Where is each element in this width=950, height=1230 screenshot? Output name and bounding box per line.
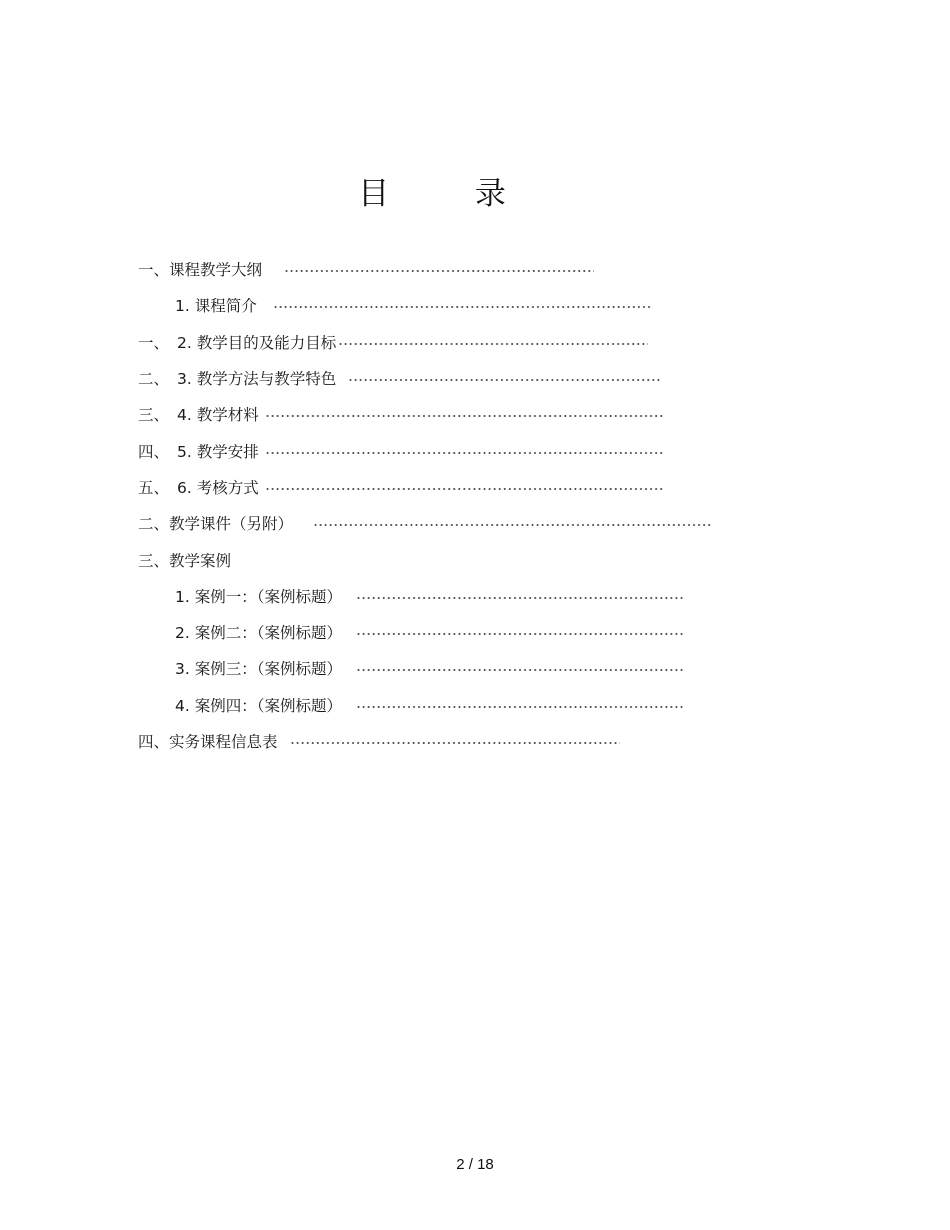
toc-dot-leader (290, 742, 620, 744)
toc-entry[interactable] (138, 433, 758, 469)
toc-dot-leader (348, 379, 660, 381)
toc-entry[interactable] (138, 506, 758, 542)
toc-entry[interactable] (138, 651, 758, 687)
page-number: 2 / 18 (456, 1156, 494, 1173)
toc-dot-leader (356, 669, 684, 671)
toc-entry[interactable] (138, 615, 758, 651)
toc-entry-number: 一、 (138, 333, 170, 352)
toc-entry-label: 5. 教学安排 (177, 442, 259, 461)
toc-entry-number: 五、 (138, 478, 170, 497)
table-of-contents (138, 252, 758, 760)
toc-entry-label: 2. 案例二：（案例标题） (175, 624, 342, 643)
toc-entry[interactable] (138, 724, 758, 760)
toc-dot-leader (273, 306, 653, 308)
toc-dot-leader (338, 343, 648, 345)
toc-entry-label: 4. 案例四：（案例标题） (175, 696, 342, 715)
toc-entry-label: 2. 教学目的及能力目标 (177, 333, 337, 352)
toc-entry-label: 4. 教学材料 (177, 406, 259, 425)
toc-entry[interactable] (138, 361, 758, 397)
page-title: 目 录 (358, 176, 544, 212)
toc-dot-leader (356, 706, 684, 708)
toc-entry[interactable] (138, 325, 758, 361)
toc-entry[interactable] (138, 542, 758, 578)
toc-dot-leader (265, 415, 663, 417)
toc-entry[interactable] (138, 288, 758, 324)
toc-dot-leader (356, 633, 684, 635)
toc-dot-leader (284, 270, 594, 272)
toc-dot-leader (313, 524, 711, 526)
toc-entry-number: 三、 (138, 406, 170, 425)
toc-entry-label: 3. 教学方法与教学特色 (177, 370, 337, 389)
toc-dot-leader (356, 597, 684, 599)
toc-entry-label: 四、实务课程信息表 (138, 733, 278, 751)
toc-entry-label: 一、课程教学大纲 (138, 261, 263, 280)
toc-dot-leader (265, 488, 663, 490)
toc-entry-number: 四、 (138, 442, 170, 461)
toc-entry-label: 3. 案例三：（案例标题） (175, 660, 342, 679)
toc-entry-label: 1. 课程简介 (175, 297, 257, 316)
toc-entry-label: 二、教学课件（另附） (138, 515, 294, 534)
toc-entry-number: 二、 (138, 370, 170, 389)
toc-entry-label: 三、教学案例 (138, 551, 232, 570)
toc-entry[interactable] (138, 688, 758, 724)
toc-entry[interactable] (138, 579, 758, 615)
toc-entry-label: 6. 考核方式 (177, 478, 259, 497)
toc-entry[interactable] (138, 470, 758, 506)
toc-dot-leader (265, 452, 663, 454)
toc-entry-label: 1. 案例一：（案例标题） (175, 587, 342, 606)
toc-entry[interactable] (138, 252, 758, 288)
toc-entry[interactable] (138, 397, 758, 433)
